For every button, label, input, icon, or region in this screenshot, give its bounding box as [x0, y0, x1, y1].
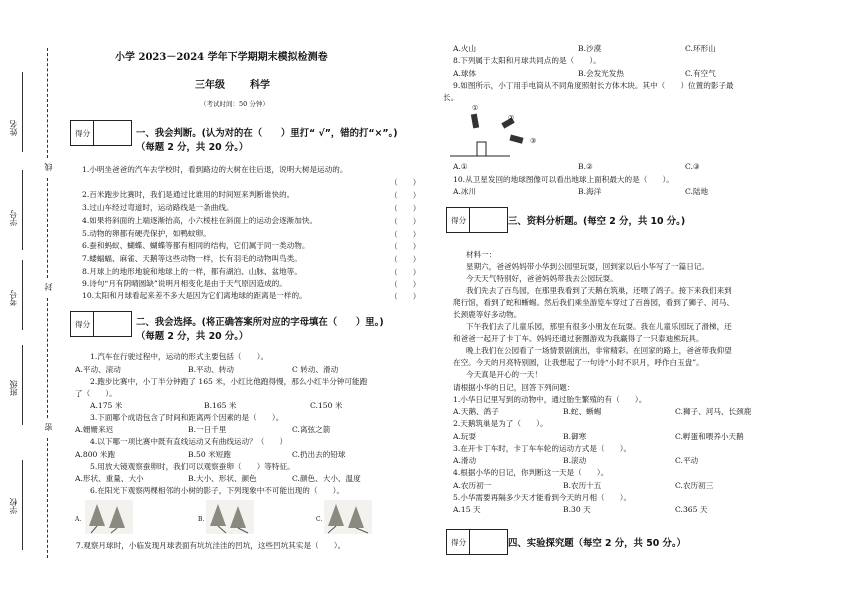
judge-item: 3.过山车经过弯道时，运动路线是一条曲线。	[82, 203, 234, 212]
option[interactable]: A.姗姗来迟	[75, 425, 114, 434]
option[interactable]: C.	[316, 516, 323, 523]
section4-score-box	[446, 529, 508, 555]
exam-no-label: 考号	[9, 290, 18, 306]
option[interactable]: C.③	[685, 162, 700, 171]
class-label: 班级	[9, 380, 18, 396]
option[interactable]: A.①	[453, 162, 468, 171]
binding-dashline-1	[47, 48, 48, 158]
time-note: （考试时间：50 分钟）	[200, 100, 269, 108]
option[interactable]: B.蛇、蜥蜴	[563, 407, 602, 416]
dense-char: 密	[44, 423, 53, 431]
material-paragraph: 今天真是开心的一天！	[466, 370, 542, 379]
material-paragraph: 下午我们去了儿童乐园，那里有很多小朋友在玩耍。我在儿童乐园玩了滑梯，还	[466, 322, 732, 331]
q3-4-text: 4.根据小华的日记，你判断这一天是（ ）。	[453, 468, 609, 477]
option[interactable]: C.150 米	[310, 401, 343, 410]
q2-9-text-cont: 长。	[443, 93, 459, 102]
judge-item: 4.如果将斜面的上端逐渐抬高，小六棱柱在斜面上的运动会逐渐加快。	[82, 216, 318, 225]
answer-paren[interactable]: （ ）	[390, 191, 421, 200]
exam-no-underline	[22, 260, 23, 330]
option[interactable]: A.天鹅、鸽子	[453, 407, 499, 416]
q2-6-text: 6.在阳光下观察两棵相邻的小树的影子，下列现象中不可能出现的（ ）。	[90, 486, 345, 495]
score-label: 得分	[451, 538, 467, 547]
material-label: 材料一：	[466, 250, 497, 259]
binding-dashline-2	[47, 178, 48, 278]
q2-10-text: 10.从卫星发回的地球图像可以看出地球上面积最大的是（ ）。	[453, 175, 674, 184]
option[interactable]: B.沙漠	[578, 44, 602, 53]
option[interactable]: C.扔出去的铅球	[292, 450, 346, 459]
section1-title: 一、我会判断。(认为对的在（ ）里打“ √”，错的打“×”。)	[136, 128, 398, 139]
answer-paren[interactable]: （ ）	[390, 217, 421, 226]
judge-item: 2.百米跑步比赛时，我们是通过比谁用的时间短来判断谁快的。	[82, 190, 295, 199]
answer-paren[interactable]: （ ）	[390, 255, 421, 264]
position-label-1: ①	[472, 104, 479, 112]
option[interactable]: B.一日千里	[188, 425, 227, 434]
option[interactable]: A.175 米	[90, 401, 123, 410]
q3-3-text: 3.在开卡丁车时，卡丁车车轮的运动方式是（ ）。	[453, 444, 632, 453]
grade-label: 三年级	[195, 80, 225, 91]
option[interactable]: B.30 天	[563, 505, 591, 514]
school-underline	[22, 460, 23, 550]
section1-score-box	[70, 120, 132, 146]
score-label: 得分	[75, 129, 91, 138]
position-label-2: ②	[508, 114, 515, 122]
option[interactable]: B.	[198, 516, 205, 523]
option[interactable]: C 转动、滑动	[292, 365, 339, 374]
answer-paren[interactable]: （ ）	[390, 292, 421, 301]
option[interactable]: C.平动	[675, 456, 699, 465]
option[interactable]: C.有空气	[685, 69, 716, 78]
binding-dashline-3	[47, 298, 48, 418]
judge-item: 1.小明坐爸爸的汽车去学校时，看到路边的大树在往后退，说明大树是运动的。	[82, 165, 348, 174]
option[interactable]: A.800 米跑	[75, 450, 115, 459]
section2-title: 二、我会选择。(将正确答案所对应的字母填在（ ）里。)	[136, 317, 384, 328]
line-char: 线	[44, 163, 53, 171]
q2-4-text: 4.以下哪一项比赛中既有直线运动又有曲线运动？（ ）	[90, 437, 288, 446]
option[interactable]: B.会发光发热	[578, 69, 624, 78]
option[interactable]: B.农历十五	[563, 481, 602, 490]
answer-paren[interactable]: （ ）	[390, 230, 421, 239]
name-label: 姓名	[9, 120, 18, 136]
material-paragraph: 我们先去了百鸟园，在那里我看到了天鹅在筑巢，还喂了鸽子。接下来我们来到	[466, 286, 732, 295]
option[interactable]: A.	[75, 516, 82, 523]
option[interactable]: C.陆地	[685, 187, 709, 196]
option[interactable]: C.环形山	[685, 44, 716, 53]
q2-7-text: 7.观察月球时，小临发现月球表面有坑坑洼洼的凹坑，这些凹坑其实是（ ）。	[76, 541, 346, 550]
option[interactable]: A.玩耍	[453, 432, 477, 441]
answer-paren[interactable]: （ ）	[390, 178, 421, 187]
subject-label: 科学	[250, 80, 270, 91]
q2-5-text: 5.用放大镜观察蚕卵时，我们可以观察蚕卵（ ）等特征。	[90, 462, 295, 471]
tree-shadow-image-a	[85, 500, 133, 534]
q3-1-text: 1.小华日记里写到的动物中，通过胎生繁殖的有（ ）。	[453, 395, 647, 404]
option[interactable]: B.海洋	[578, 187, 602, 196]
option[interactable]: B.滚动	[563, 456, 587, 465]
section2-subtitle: （每题 2 分，共 20 分。）	[136, 331, 249, 342]
material-paragraph: 长颈鹿等好多动物。	[453, 310, 522, 319]
option[interactable]: A.球体	[453, 69, 477, 78]
option[interactable]: C.农历初三	[675, 481, 714, 490]
q2-2-text-cont: 了（ ）。	[75, 389, 117, 398]
q3-5-text: 5.小华需要再隔多少天才能看到今天的月相（ ）。	[453, 493, 632, 502]
option[interactable]: C.365 天	[675, 505, 708, 514]
option[interactable]: C.狮子、河马、长颈鹿	[675, 407, 752, 416]
option[interactable]: B.②	[578, 162, 593, 171]
option[interactable]: B.165 米	[204, 401, 237, 410]
option[interactable]: A.滑动	[453, 456, 477, 465]
q2-1-text: 1.汽车在行驶过程中，运动的形式主要包括（ ）。	[90, 352, 269, 361]
section2-score-box	[70, 311, 132, 337]
seat-label: 学号	[9, 210, 18, 226]
answer-paren[interactable]: （ ）	[390, 268, 421, 277]
option[interactable]: B.御寒	[563, 432, 587, 441]
option[interactable]: A.平动、滚动	[75, 365, 121, 374]
answer-paren[interactable]: （ ）	[390, 280, 421, 289]
q2-9-text: 9.如图所示，小丁用手电筒从不同角度照射长方体木块。其中（ ）位置的影子最	[453, 81, 734, 90]
judge-item: 10.太阳和月球看起来差不多大是因为它们离地球的距离是一样的。	[82, 291, 307, 300]
material-paragraph: 星期六，爸爸妈妈带小华到公园里玩耍，回到家以后小华写了一篇日记。	[466, 262, 709, 271]
judge-item: 5.动物的卵都有硬壳保护，如鸭蚊卵。	[82, 229, 211, 238]
judge-item: 7.蝼蝠蝠、麻雀、天鹅等这些动物一样，长有羽毛的动物叫鸟类。	[82, 254, 302, 263]
option[interactable]: A.火山	[453, 44, 477, 53]
class-underline	[22, 345, 23, 425]
score-label: 得分	[75, 320, 91, 329]
judge-item: 6.蚕和蚂蚁、蝴蝶、蝴蝶等都有相同的结构，它们属于同一类动物。	[82, 241, 310, 250]
binding-strip	[0, 0, 70, 595]
q2-3-text: 3.下面哪个成语包含了时间和距离两个因素的是（ ）。	[90, 413, 284, 422]
material-paragraph: 爬行馆，看到了蛇和蜥蜴。然后我们乘坐游览车穿过了百兽园，看到了狮子、河马、	[453, 298, 734, 307]
option[interactable]: C.颜色、大小、温度	[292, 474, 361, 483]
section3-score-box	[446, 207, 508, 233]
q2-8-text: 8.下列属于太阳和月球共同点的是（ ）。	[453, 56, 601, 65]
score-label: 得分	[451, 216, 467, 225]
option[interactable]: A.农历初一	[453, 481, 492, 490]
exam-title: 小学 2023－2024 学年下学期期末模拟检测卷	[115, 52, 328, 63]
option[interactable]: A.形状、重量、大小	[75, 474, 144, 483]
tree-shadow-image-c	[324, 500, 372, 534]
option[interactable]: B.平动、转动	[188, 365, 234, 374]
flashlight-diagram	[450, 104, 550, 158]
position-label-3: ③	[530, 137, 537, 145]
section4-title: 四、实验探究题（每空 2 分，共 50 分。）	[508, 538, 686, 549]
option[interactable]: C.离弦之箭	[292, 425, 331, 434]
tree-shadow-image-b	[206, 500, 254, 534]
answer-paren[interactable]: （ ）	[390, 242, 421, 251]
material-paragraph: 和爸爸一起开了卡丁车。妈妈还通过套圈游戏为我赢得了一只泰迪熊玩具。	[453, 334, 704, 343]
material-paragraph: 今天天气特别好，爸爸妈妈带我去公园玩耍。	[466, 274, 618, 283]
material-paragraph: 晚上我们在公园看了一场情景剧演出，非常精彩。在回家的路上，爸爸带我仰望	[466, 346, 732, 355]
option[interactable]: A.15 天	[453, 505, 481, 514]
material-paragraph: 在空。今天的月亮特别圆，让我想起了一句诗“小时不识月，呼作白玉盘”。	[453, 358, 704, 367]
q2-2-text: 2.跑步比赛中，小丁半分钟跑了 165 米，小红比他跑得慢，那么小红半分钟可能跑	[90, 377, 368, 386]
option[interactable]: C.孵蛋和喂养小天鹅	[675, 432, 744, 441]
binding-dashline-4	[47, 438, 48, 558]
judge-item: 9.诗句“月有阴晴圆缺”说明月相变化是由于天气原因造成的。	[82, 279, 287, 288]
section1-subtitle: （每题 2 分，共 20 分。）	[136, 142, 249, 153]
school-label: 学校	[9, 498, 18, 514]
seal-char: 封	[44, 283, 53, 291]
q3-2-text: 2.天鹅筑巢是为了（ ）。	[453, 419, 548, 428]
seat-underline	[22, 170, 23, 250]
option[interactable]: A.冰川	[453, 187, 477, 196]
answer-paren[interactable]: （ ）	[390, 204, 421, 213]
section3-prompt: 请根据小华的日记，回答下列问题：	[453, 383, 575, 392]
option[interactable]: B.50 米短跑	[188, 450, 231, 459]
name-underline	[22, 72, 23, 152]
option[interactable]: B.大小、形状、颜色	[188, 474, 257, 483]
section3-title: 三、资料分析题。(每空 2 分，共 10 分。)	[508, 216, 686, 227]
judge-item: 8.月球上的地形地貌和地球上的一样，都有湖泊、山脉、盆地等。	[82, 267, 302, 276]
